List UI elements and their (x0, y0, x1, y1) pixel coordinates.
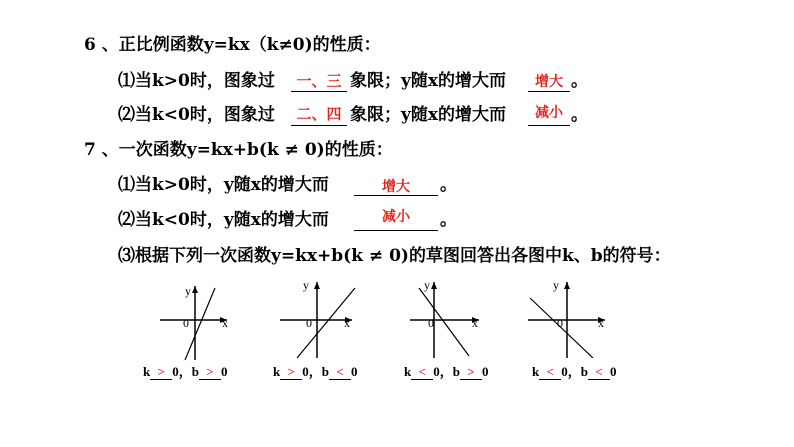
k-zero: 0 (433, 364, 440, 379)
b-zero: 0 (481, 364, 489, 379)
q6-line1-prefix: ⑴当k>0时，图象过 (118, 71, 275, 91)
k-label: k (143, 364, 151, 379)
q7-line2-end: 。 (440, 210, 457, 230)
q6-line1-answer: 一、三 (296, 72, 342, 90)
q7-line3: ⑶根据下列一次函数y=kx+b(k ≠ 0)的草图回答出各图中k、b的符号： (118, 246, 671, 266)
q6-line2-end: 。 (571, 105, 588, 125)
q6-line1-end: 。 (571, 71, 588, 91)
b-sign-answer[interactable]: < (588, 365, 610, 380)
b-zero: 0 (220, 364, 228, 379)
function-line (419, 288, 469, 356)
k-zero: 0 (172, 364, 179, 379)
q6-line2-answer2: 减小 (535, 105, 563, 121)
k-label: k (532, 364, 540, 379)
b-label: ，b (439, 364, 460, 379)
b-sign-answer[interactable]: < (329, 365, 351, 380)
y-axis-arrow (564, 282, 570, 289)
graph-1-y-label: y (185, 284, 191, 298)
q7-title: 7 、一次函数y=kx+b(k ≠ 0)的性质： (84, 140, 393, 160)
graph-4-origin: 0 (557, 316, 563, 330)
q6-title: 6 、正比例函数y=kx（k≠0)的性质： (84, 35, 381, 55)
graph-1-x-label: x (222, 316, 228, 330)
graph-2-y-label: y (303, 278, 309, 292)
q7-line1-end: 。 (440, 175, 457, 195)
b-zero: 0 (350, 364, 358, 379)
graph-2-origin: 0 (306, 316, 312, 330)
q7-line2-prefix: ⑵当k<0时，y随x的增大而 (118, 210, 329, 230)
y-axis-arrow (314, 282, 320, 289)
k-sign-answer[interactable]: > (150, 365, 172, 380)
b-zero: 0 (609, 364, 617, 379)
q7-line2-blank[interactable] (354, 230, 438, 231)
graph-1-signs (143, 361, 227, 380)
b-label: ，b (308, 364, 329, 379)
graph-3 (407, 278, 507, 358)
q7-line2-answer: 减小 (382, 209, 410, 225)
y-axis-arrow (192, 286, 198, 293)
q7-line1-answer: 增大 (382, 179, 410, 195)
graph-4-y-label: y (553, 278, 559, 292)
k-sign-answer[interactable]: < (411, 365, 433, 380)
k-label: k (404, 364, 412, 379)
q6-line1-middle: 象限；y随x的增大而 (350, 71, 507, 91)
graph-3-y-label: y (424, 278, 430, 292)
k-label: k (273, 364, 281, 379)
b-label: ，b (567, 364, 588, 379)
graph-3-origin: 0 (428, 316, 434, 330)
k-sign-answer[interactable]: > (280, 365, 302, 380)
k-zero: 0 (302, 364, 309, 379)
q6-line2-blank[interactable] (291, 125, 347, 126)
graph-4 (525, 278, 625, 358)
k-sign-answer[interactable]: < (539, 365, 561, 380)
b-sign-answer[interactable]: > (460, 365, 482, 380)
q6-line1-answer2: 增大 (535, 74, 563, 90)
graph-3-x-label: x (472, 316, 478, 330)
q6-line2-middle: 象限；y随x的增大而 (350, 105, 507, 125)
graph-4-signs (532, 361, 616, 380)
graph-1 (155, 282, 255, 362)
b-label: ，b (178, 364, 199, 379)
q6-line1-blank2[interactable] (528, 91, 570, 92)
q7-line1-prefix: ⑴当k>0时，y随x的增大而 (118, 175, 329, 195)
k-zero: 0 (561, 364, 568, 379)
graph-1-origin: 0 (183, 316, 189, 330)
q6-line1-blank[interactable] (291, 91, 347, 92)
q6-line2-blank2[interactable] (528, 125, 570, 126)
graph-2-signs (273, 361, 357, 380)
q6-line2-prefix: ⑵当k<0时，图象过 (118, 105, 275, 125)
graph-2-x-label: x (344, 316, 350, 330)
b-sign-answer[interactable]: > (199, 365, 221, 380)
graph-4-x-label: x (598, 316, 604, 330)
graph-2 (277, 278, 377, 358)
graph-3-signs (404, 361, 488, 380)
y-axis-arrow (431, 282, 437, 289)
q6-line2-answer: 二、四 (296, 105, 342, 123)
